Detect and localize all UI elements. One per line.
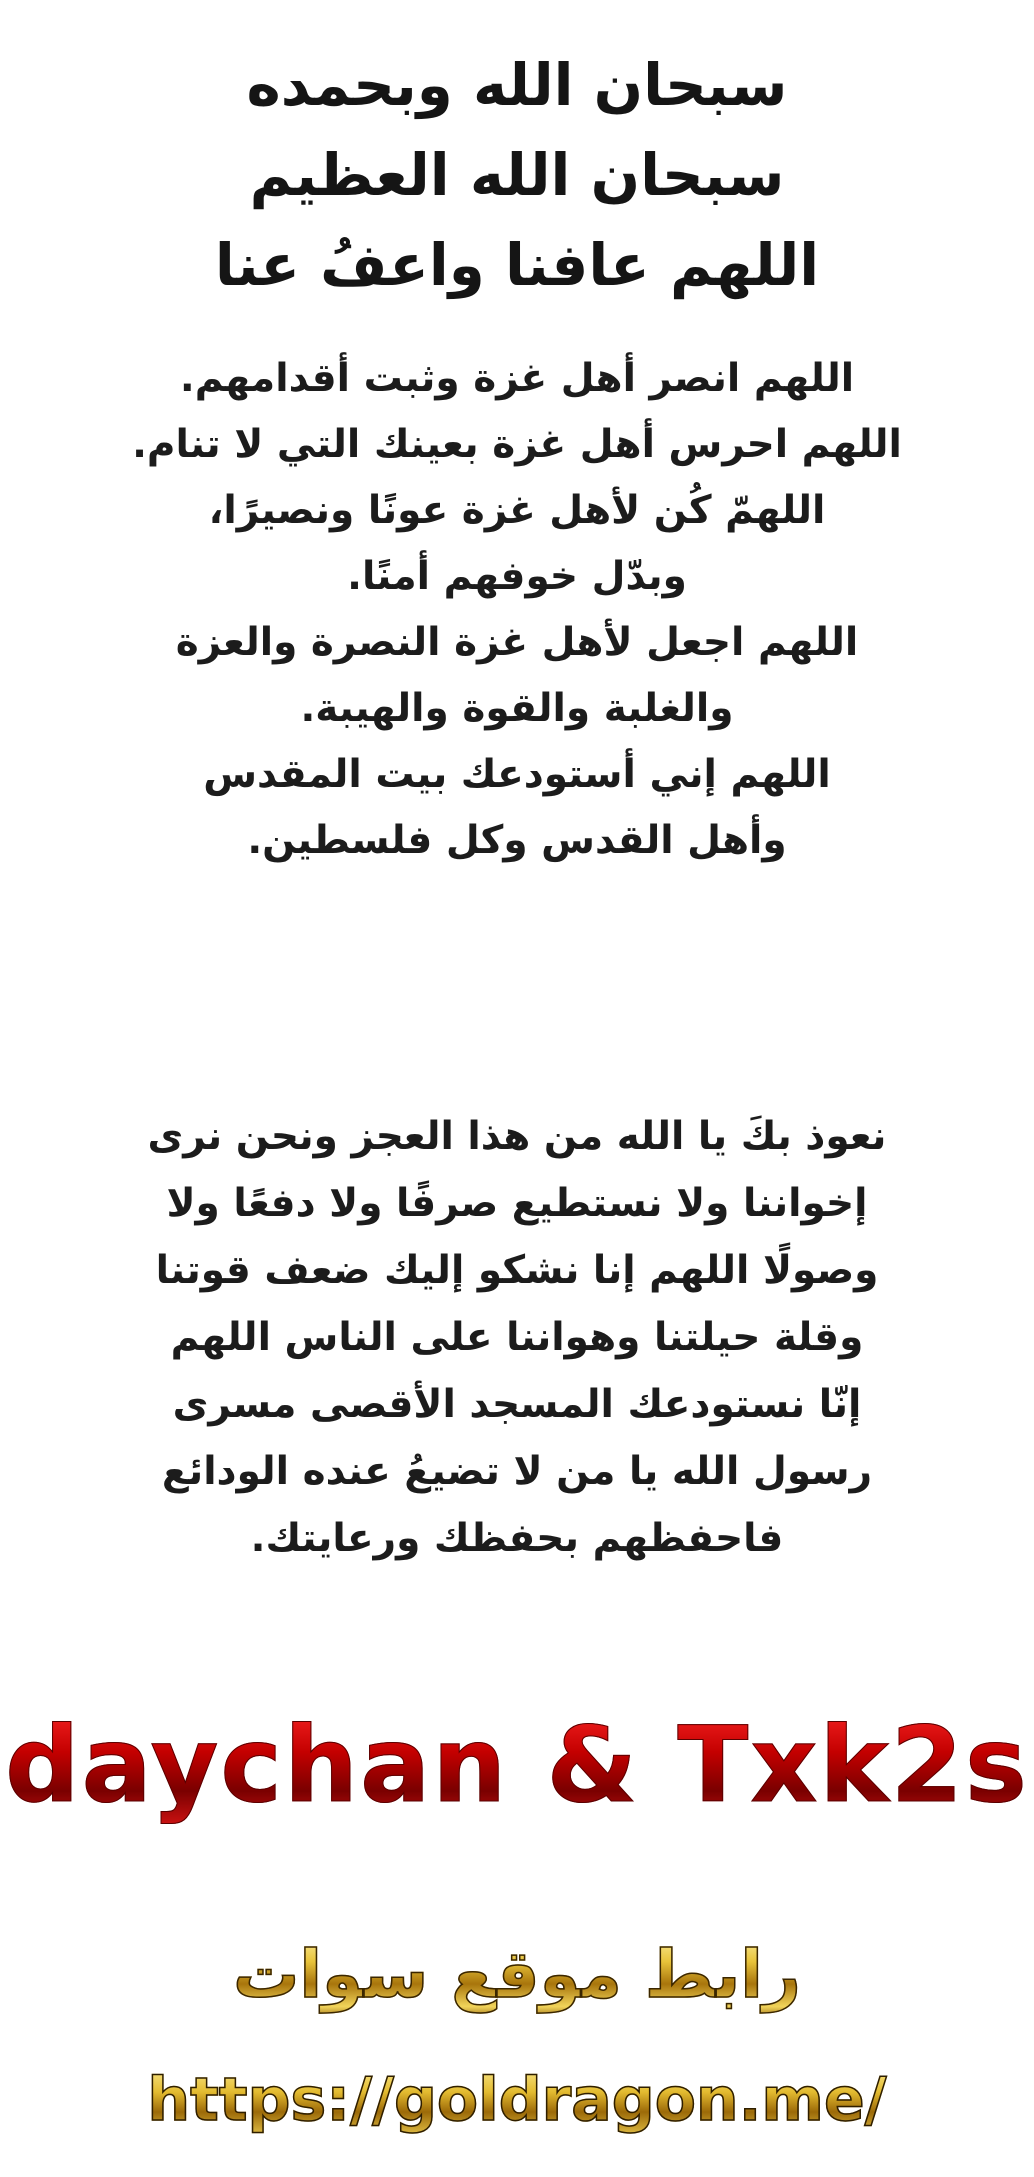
- dua-aqsa-line-2: إخواننا ولا نستطيع صرفًا ولا دفعًا ولا: [166, 1181, 868, 1226]
- translator-credit: daychan & Txk2s: [0, 1700, 1034, 1830]
- dua-gaza-line-5: اللهم اجعل لأهل غزة النصرة والعزة: [175, 620, 859, 665]
- dua-gaza-line-2: اللهم احرس أهل غزة بعينك التي لا تنام.: [132, 422, 902, 467]
- dua-aqsa-paragraph: [0, 1103, 1034, 1572]
- dua-gaza-line-3: اللهمّ كُن لأهل غزة عونًا ونصيرًا،: [208, 488, 826, 533]
- dua-aqsa-line-3: وصولًا اللهم إنا نشكو إليك ضعف قوتنا: [155, 1248, 879, 1293]
- dua-gaza-line-6: والغلبة والقوة والهيبة.: [300, 686, 734, 731]
- dua-aqsa-line-5: إنّا نستودعك المسجد الأقصى مسرى: [172, 1382, 862, 1427]
- dua-aqsa-line-4: وقلة حيلتنا وهواننا على الناس اللهم: [170, 1315, 864, 1360]
- dua-aqsa-line-7: فاحفظهم بحفظك ورعايتك.: [250, 1516, 784, 1561]
- tasbih-line-1: سبحان الله وبحمده: [246, 51, 788, 119]
- dua-gaza-line-8: وأهل القدس وكل فلسطين.: [247, 818, 787, 863]
- dua-aqsa-line-1: نعوذ بكَ يا الله من هذا العجز ونحن نرى: [147, 1114, 887, 1159]
- tasbih-line-2: سبحان الله العظيم: [249, 141, 785, 209]
- dua-gaza-paragraph: [0, 346, 1034, 874]
- site-link-title: رابط موقع سوات: [0, 1930, 1034, 2020]
- dua-aqsa-line-6: رسول الله يا من لا تضيعُ عنده الودائع: [161, 1449, 873, 1494]
- tasbih-header: [0, 40, 1034, 310]
- dua-gaza-line-4: وبدّل خوفهم أمنًا.: [347, 554, 687, 599]
- tasbih-line-3: اللهم عافنا واعفُ عنا: [214, 231, 820, 299]
- site-url-link[interactable]: https://goldragon.me/: [0, 2060, 1034, 2140]
- dua-gaza-line-1: اللهم انصر أهل غزة وثبت أقدامهم.: [179, 356, 855, 401]
- dua-gaza-line-7: اللهم إني أستودعك بيت المقدس: [203, 752, 831, 797]
